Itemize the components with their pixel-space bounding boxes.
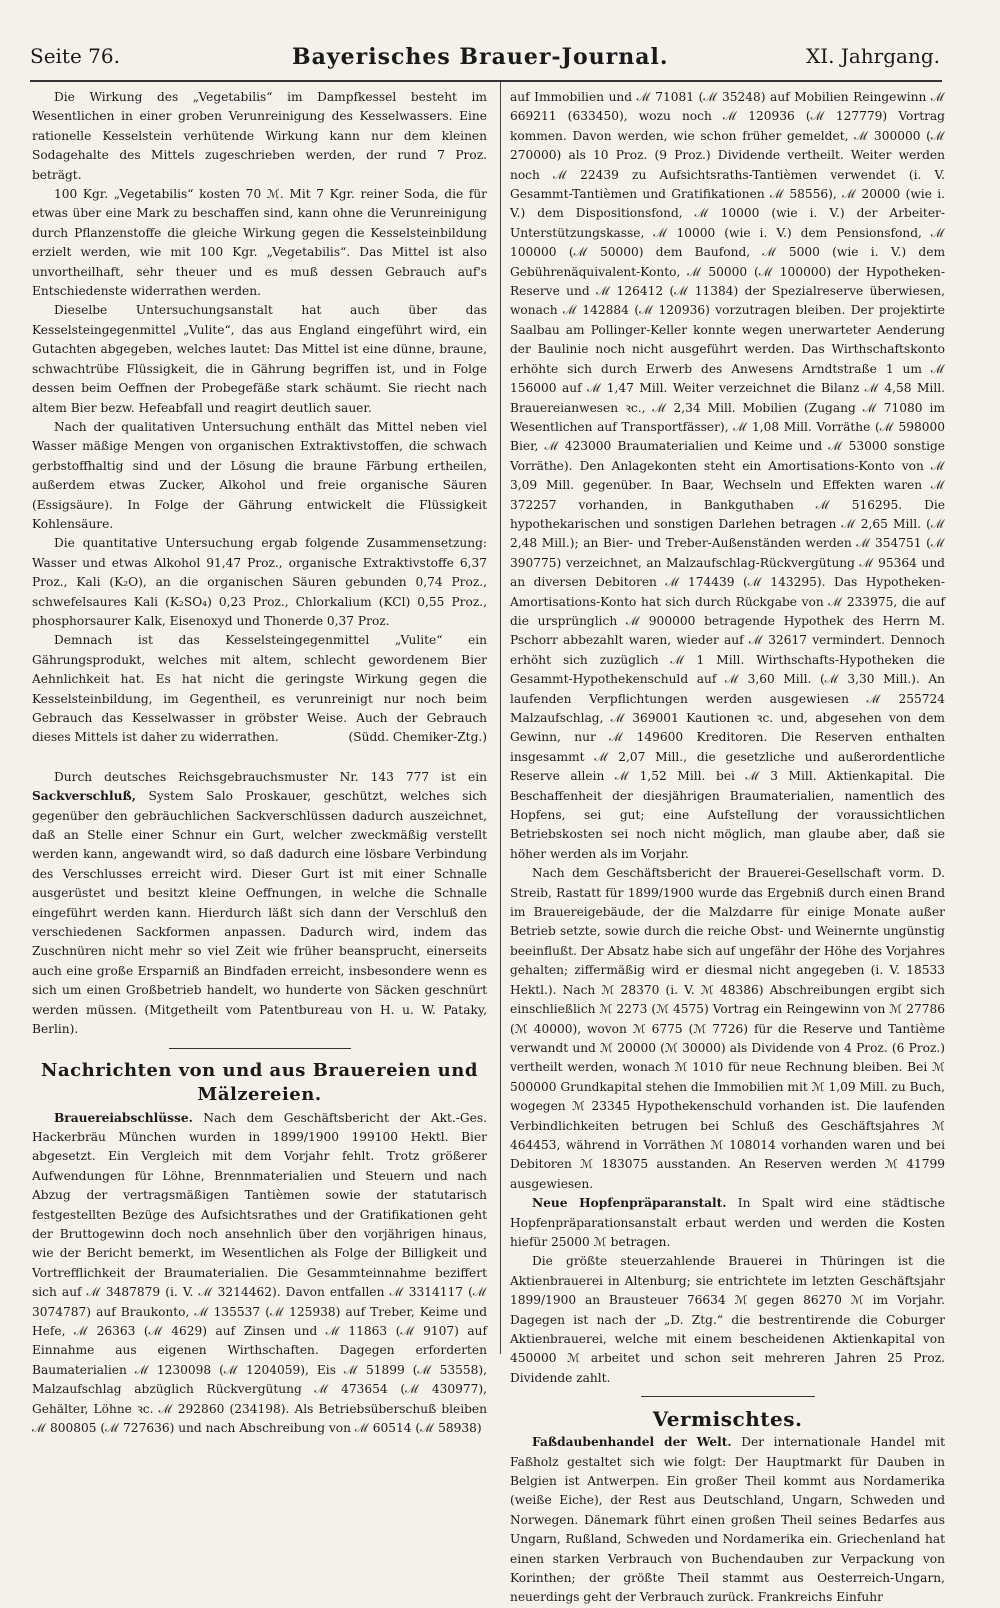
paragraph-streib-rastatt: Nach dem Geschäftsbericht der Brauerei-Gesellschaft vorm. D. Streib, Rastatt für 1899/1900 wurde das Ergebniß durch einen Brand im Brauereigebäude, der die Malzdarre für einige Monate außer Betrieb setzte, sowie durch die reiche Obst- und Weinernte ungünstig beeinflußt. Der Absatz habe sich auf ungefähr der Höhe des Vorjahres gehalten; ziffermäßig wird er diesmal nicht angegeben (i. V. 18533 Hektl.). Nach ℳ 28370 (i. V. ℳ 48386) Abschreibungen ergibt sich einschließlich ℳ 2273 (ℳ 4575) Vortrag ein Reingewinn von ℳ 27786 (ℳ 40000), wovon ℳ 6775 (ℳ 7726) für die Reserve und Tantième verwandt und ℳ 20000 (ℳ 30000) als Dividende von 4 Proz. (6 Proz.) vertheilt werden, wonach ℳ 1010 für neue Rechnung bleiben. Bei ℳ 500000 Grundkapital stehen die Immobilien mit ℳ 1,09 Mill. zu Buch, wogegen ℳ 23345 Hypothekenschuld vorhanden ist. Die laufenden Verbindlichkeiten betrugen bei Schluß des Geschäftsjahres ℳ 464453, während in Vorräthen ℳ 108014 vorhanden waren und bei Debitoren ℳ 183075 ausstanden. An Reserven werden ℳ 41799 ausgewiesen. — [510, 866, 945, 1191]
paragraph-vulite-intro: Dieselbe Untersuchungsanstalt hat auch über das Kesselsteingegenmittel „Vulite“, das aus England eingeführt wird, ein Gutachten abgegeben, welches lautet: Das Mittel ist eine dünne, braune, schwachtrübe Flüssigkeit, die in Gährung begriffen ist, und in Folge dessen beim Oeffnen der Probegefäße stark schäumt. Sie riecht nach altem Bier bezw. Hefeabfall und reagirt deutlich sauer. — [32, 303, 487, 415]
sack-lead-text: Durch deutsches Reichsgebrauchsmuster Nr. 143 777 ist ein — [54, 769, 487, 784]
sack-body-text: System Salo Proskauer, geschützt, welches sich gegenüber den gebräuchlichen Sackverschlüssen dadurch auszeichnet, daß an Stelle einer Schnur ein Gurt, welcher zweckmäßig verstellt werden kann, angewandt wird, so daß dadurch eine lösbare Verbindung des Verschlusses erreicht wird. Dieser Gurt ist mit einer Schnalle ausgerüstet und besitzt kleine Oeffnungen, in welche die Schnalle eingeführt werden kann. Hierdurch läßt sich dann der Verschluß den verschiedenen Sackformen anpassen. Dadurch wird, indem das Zuschnüren nicht mehr so viel Zeit wie früher beansprucht, einerseits auch eine große Ersparniß an Bindfaden erreicht, insbesondere wenn es sich um einen Großbetrieb handelt, wo hunderte von Säcken geschnürt werden müssen. (Mitgetheilt vom Patentbureau von H. u. W. Pataky, Berlin). — [32, 789, 488, 1037]
page-number: Seite 76. — [30, 44, 120, 68]
paragraph-vulite-quantitative: Die quantitative Untersuchung ergab folgende Zusammensetzung: Wasser und etwas Alkohol 91,47 Proz., organische Extraktivstoffe 6,37 Proz., Kali (K₂O), an die organischen Säuren gebunden 0,74 Proz., schwefelsaures Kali (K₂SO₄) 0,23 Proz., Chlorkalium (KCl) 0,55 Proz., phosphorsaurer Kalk, Eisenoxyd und Thonerde 0,37 Proz. — [32, 536, 487, 628]
sack-keyword: Sackverschluß, — [32, 789, 136, 804]
column-divider — [500, 82, 501, 1354]
vulite-conclusion-text: Demnach ist das Kesselsteingegenmittel „Vulite“ ein Gährungsprodukt, welches mit altem, schlecht gewordenem Bier Aehnlichkeit hat. Es hat nicht die geringste Wirkung gegen die Kesselsteinbildung, im Gegentheil, es verunreinigt nur noch beim Gebrauch das Kesselwasser in gröbster Weise. Auch der Gebrauch dieses Mittels ist daher zu widerrathen. — [32, 633, 487, 745]
page-header — [30, 38, 940, 78]
paragraph-brauereiabschluesse — [32, 1109, 487, 1439]
section-separator — [169, 1048, 351, 1049]
paragraph-hackerbraeu-continued: auf Immobilien und ℳ 71081 (ℳ 35248) auf Mobilien Reingewinn ℳ 669211 (633450), wozu noch ℳ 120936 (ℳ 127779) Vortrag kommen. Davon werden, wie schon früher gemeldet, ℳ 300000 (ℳ 270000) als 10 Proz. (9 Proz.) Dividende vertheilt. Weiter werden noch ℳ 22439 zu Aufsichtsraths-Tantièmen verwendet (i. V. Gesammt-Tantièmen und Gratifikationen ℳ 58556), ℳ 20000 (wie i. V.) dem Dispositionsfond, ℳ 10000 (wie i. V.) der Arbeiter-Unterstützungskasse, ℳ 10000 (wie i. V.) dem Pensionsfond, ℳ 100000 (ℳ 50000) dem Baufond, ℳ 5000 (wie i. V.) dem Gebührenäquivalent-Konto, ℳ 50000 (ℳ 100000) der Hypotheken-Reserve und ℳ 126412 (ℳ 11384) der Spezialreserve überwiesen, wonach ℳ 142884 (ℳ 120936) vorzutragen bleiben. Der projektirte Saalbau am Pollinger-Keller konnte wegen unerwarteter Aenderung der Baulinie noch nicht ausgeführt werden. Das Wirthschaftskonto erhöhte sich durch Erwerb des Anwesens Arndtstraße 1 um ℳ 156000 auf ℳ 1,47 Mill. Weiter verzeichnet die Bilanz ℳ 4,58 Mill. Brauereianwesen ꝛc., ℳ 2,34 Mill. Mobilien (Zugang ℳ 71080 im Wesentlichen auf Transportfässer), ℳ 1,08 Mill. Vorräthe (ℳ 598000 Bier, ℳ 423000 Braumaterialien und Keime und ℳ 53000 sonstige Vorräthe). Den Anlagekonten steht ein Amortisations-Konto von ℳ 3,09 Mill. gegenüber. In Baar, Wechseln und Effekten waren ℳ 372257 vorhanden, in Bankguthaben ℳ 516295. Die hypothekarischen und sonstigen Darlehen betragen ℳ 2,65 Mill. (ℳ 2,48 Mill.); an Bier- und Treber-Außenständen werden ℳ 354751 (ℳ 390775) verzeichnet, an Malzaufschlag-Rückvergütung ℳ 95364 und an diversen Debitoren ℳ 174439 (ℳ 143295). Das Hypotheken-Amortisations-Konto hat sich durch Rückgabe von ℳ 233975, die auf die ursprünglich ℳ 900000 betragende Hypothek des Herrn M. Pschorr abbezahlt waren, wieder auf ℳ 32617 vermindert. Dennoch erhöht sich zuzüglich ℳ 1 Mill. Wirthschafts-Hypotheken die Gesammt-Hypothekenschuld auf ℳ 3,60 Mill. (ℳ 3,30 Mill.). An laufenden Verpflichtungen werden ausgewiesen ℳ 255724 Malzaufschlag, ℳ 369001 Kautionen ꝛc. und, abgesehen von dem Gewinn, nur ℳ 149600 Kreditoren. Die Reserven enthalten insgesammt ℳ 2,07 Mill., die gesetzliche und außerordentliche Reserve allein ℳ 1,52 Mill. bei ℳ 3 Mill. Aktienkapital. Die Beschaffenheit der diesjährigen Braumaterialien, namentlich des Hopfens, sei gut; eine Aufstellung der voraussichtlichen Betriebskosten sei noch nicht möglich, man glaube aber, daß sie höher werden als im Vorjahr. — [510, 90, 945, 861]
journal-title: Bayerisches Brauer-Journal. — [292, 44, 669, 70]
section-separator-2 — [641, 1396, 815, 1397]
paragraph-vegetabilis-effect: Die Wirkung des „Vegetabilis“ im Dampfkessel besteht im Wesentlichen in einer groben Verunreinigung des Kesselwassers. Eine rationelle Kesselstein verhütende Wirkung kann nur dem kleinen Sodagehalte des Mittels zugeschrieben werden, der rund 7 Proz. beträgt. — [32, 90, 487, 182]
header-rule — [30, 80, 942, 82]
paragraph-fassdauben — [510, 1433, 945, 1608]
fassdauben-text: Der internationale Handel mit Faßholz gestaltet sich wie folgt: Der Hauptmarkt für Dauben in Belgien ist Antwerpen. Ein großer Theil kommt aus Nordamerika (weiße Eiche), der Rest aus Deutschland, Ungarn, Schweden und Norwegen. Dänemark führt einen großen Theil seines Bedarfes aus Ungarn, Rußland, Schweden und Nordamerika ein. Griechenland hat einen starken Verbrauch von Buchendauben zur Verpackung von Korinthen; der größte Theil stammt aus Oesterreich-Ungarn, neuerdings geht der Verbrauch zurück. Frankreichs Einfuhr — [510, 1435, 945, 1605]
paragraph-vulite-qualitative: Nach der qualitativen Untersuchung enthält das Mittel neben viel Wasser mäßige Mengen von organischen Extraktivstoffen, die schwach gerbstoffhaltig sind und der Lösung die braune Färbung ertheilen, außerdem etwas Zucker, Alkohol und freie organische Säuren (Essigsäure). In Folge der Gährung entwickelt die Flüssigkeit Kohlensäure. — [32, 419, 487, 531]
right-column — [510, 88, 945, 1605]
brauereiabschluesse-text: Nach dem Geschäftsbericht der Akt.-Ges. Hackerbräu München wurden in 1899/1900 199100 Hektl. Bier abgesetzt. Ein Vergleich mit dem Vorjahr fehlt. Trotz größerer Aufwendungen für Löhne, Brennmaterialien und Steuern und nach Abzug der vertragsmäßigen Tantièmen sowie der statutarisch festgestellten Bezüge des Aufsichtsrathes und der Gratifikationen geht der Bruttogewinn doch noch ansehnlich über den vorjährigen hinaus, wie der Bericht bemerkt, im Wesentlichen als Folge der Billigkeit und Vortrefflichkeit der Braumaterialien. Die Gesammteinnahme beziffert sich auf ℳ 3487879 (i. V. ℳ 3214462). Davon entfallen ℳ 3314117 (ℳ 3074787) auf Braukonto, ℳ 135537 (ℳ 125938) auf Treber, Keime und Hefe, ℳ 26363 (ℳ 4629) auf Zinsen und ℳ 11863 (ℳ 9107) auf Einnahme aus eigenen Wirthschaften. Dagegen erforderten Baumaterialien ℳ 1230098 (ℳ 1204059), Eis ℳ 51899 (ℳ 53558), Malzaufschlag abzüglich Rückvergütung ℳ 473654 (ℳ 430977), Gehälter, Löhne ꝛc. ℳ 292860 (234198). Als Betriebsüberschuß bleiben ℳ 800805 (ℳ 727636) und nach Abschreibung von ℳ 60514 (ℳ 58938) — [32, 1110, 487, 1435]
paragraph-vegetabilis-cost: 100 Kgr. „Vegetabilis“ kosten 70 ℳ. Mit 7 Kgr. reiner Soda, die für etwas über eine Mark zu beschaffen sind, kann ohne die Verunreinigung durch Pflanzenstoffe die gleiche Wirkung gegen die Kesselsteinbildung erzielt werden, wie mit 100 Kgr. „Vegetabilis“. Das Mittel ist also unvortheilhaft, sehr theuer und es muß dessen Gebrauch auf's Entschiedenste widerrathen werden. — [32, 187, 487, 299]
hopfen-keyword: Neue Hopfenpräparanstalt. — [532, 1196, 727, 1211]
paragraph-vulite-conclusion — [32, 631, 487, 747]
fassdauben-keyword: Faßdaubenhandel der Welt. — [532, 1435, 732, 1450]
section-title-brewery-news: Nachrichten von und aus Brauereien und Mälzereien. — [41, 1059, 478, 1105]
paragraph-thueringen-brauerei: Die größte steuerzahlende Brauerei in Thüringen ist die Aktienbrauerei in Altenburg; sie entrichtete im letzten Geschäftsjahr 1899/1900 an Brausteuer 76634 ℳ gegen 86270 ℳ im Vorjahr. Dagegen ist nach der „D. Ztg.“ die bestrentirende die Coburger Aktienbrauerei, welche mit einem bescheidenen Aktienkapital von 450000 ℳ arbeitet und schon seit mehreren Jahren 25 Proz. Dividende zahlt. — [510, 1254, 945, 1385]
brauereiabschluesse-keyword: Brauereiabschlüsse. — [54, 1110, 193, 1125]
hopfen-text: In Spalt wird eine städtische Hopfenpräparationsanstalt erbaut werden und werden die Kosten hiefür 25000 ℳ betragen. — [510, 1196, 945, 1249]
paragraph-sackverschluss — [32, 768, 487, 1040]
left-column — [32, 88, 488, 1435]
paragraph-hopfenpraeparanstalt — [510, 1194, 945, 1252]
volume-label: XI. Jahrgang. — [805, 44, 940, 68]
source-citation: (Südd. Chemiker-Ztg.) — [348, 730, 487, 745]
section-title-vermischtes: Vermischtes. — [652, 1407, 803, 1432]
